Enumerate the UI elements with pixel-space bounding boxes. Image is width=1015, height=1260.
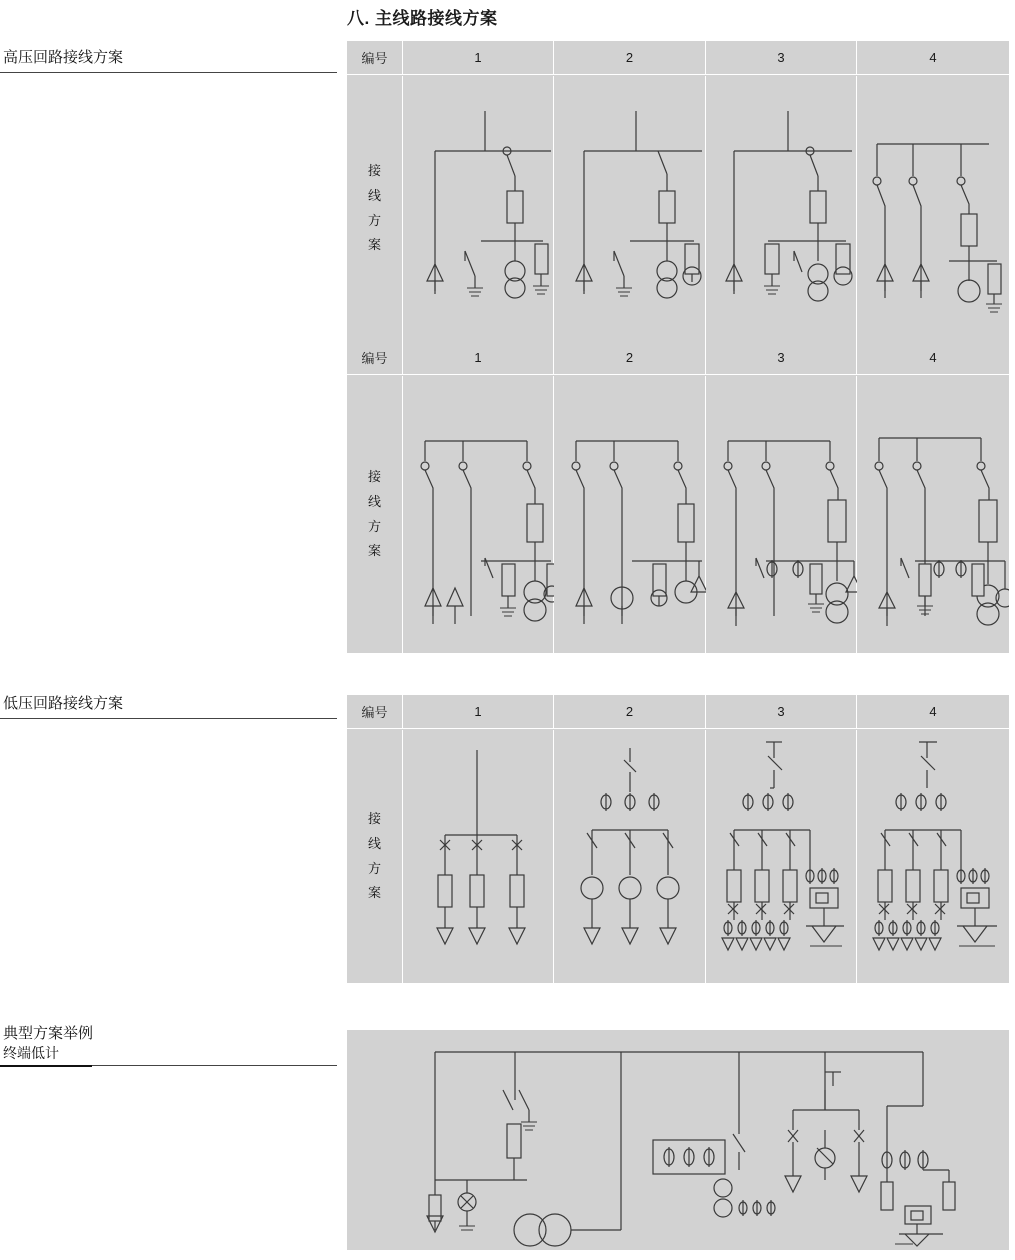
row-label-cell [347, 730, 403, 983]
row-label-char-0: 接 [367, 163, 381, 179]
section-label-example-sub: 终端低计 [3, 1047, 59, 1062]
row-label-char-2: 方 [367, 212, 381, 228]
section-label-hv: 高压回路接线方案 [3, 50, 124, 66]
header-cell-2: 2 [554, 695, 706, 728]
scheme-cell-3 [706, 376, 857, 653]
row-label-char-1: 线 [367, 835, 381, 851]
table-header-row [347, 341, 1009, 375]
header-cell-label: 编号 [347, 341, 403, 374]
header-cell-3: 3 [706, 341, 857, 374]
header-cell-2: 2 [554, 341, 706, 374]
row-label-vertical [347, 730, 402, 983]
scheme-cell-4 [857, 730, 1009, 983]
diagram-hv-lower-2 [554, 376, 706, 653]
section-rule-example-thick [0, 1065, 92, 1067]
header-cell-1: 1 [403, 695, 554, 728]
row-label-vertical [347, 376, 402, 653]
diagram-hv-upper-2 [554, 76, 706, 341]
diagram-hv-lower-1 [403, 376, 554, 653]
scheme-cell-1 [403, 376, 554, 653]
row-label-char-3: 案 [367, 885, 381, 901]
scheme-cell-2 [554, 76, 706, 341]
table-hv-lower [347, 341, 1009, 653]
header-cell-4: 4 [857, 341, 1009, 374]
row-label-char-1: 线 [367, 493, 381, 509]
diagram-lv-2 [554, 730, 706, 983]
header-cell-4: 4 [857, 695, 1009, 728]
row-label-char-0: 接 [367, 469, 381, 485]
diagram-hv-upper-3 [706, 76, 857, 341]
header-cell-4: 4 [857, 41, 1009, 74]
scheme-cell-4 [857, 376, 1009, 653]
row-label-char-2: 方 [367, 860, 381, 876]
row-label-char-3: 案 [367, 237, 381, 253]
section-rule-hv [0, 72, 337, 73]
example-diagram-panel [347, 1030, 1009, 1250]
table-header-row [347, 695, 1009, 729]
diagram-hv-lower-3 [706, 376, 857, 653]
diagram-typical-example [347, 1030, 1009, 1250]
scheme-cell-3 [706, 730, 857, 983]
header-cell-2: 2 [554, 41, 706, 74]
header-cell-label: 编号 [347, 695, 403, 728]
row-label-char-0: 接 [367, 811, 381, 827]
diagram-lv-4 [857, 730, 1009, 983]
scheme-cell-2 [554, 376, 706, 653]
header-cell-1: 1 [403, 41, 554, 74]
row-label-char-3: 案 [367, 543, 381, 559]
diagram-hv-upper-1 [403, 76, 554, 341]
scheme-cell-1 [403, 730, 554, 983]
section-rule-lv [0, 718, 337, 719]
diagram-hv-upper-4 [857, 76, 1009, 341]
row-label-cell [347, 376, 403, 653]
diagram-lv-1 [403, 730, 554, 983]
row-label-vertical [347, 76, 402, 341]
header-cell-3: 3 [706, 41, 857, 74]
row-label-cell [347, 76, 403, 341]
section-label-example: 典型方案举例 [3, 1026, 94, 1042]
scheme-cell-4 [857, 76, 1009, 341]
page-title: 八. 主线路接线方案 [347, 9, 498, 28]
scheme-cell-1 [403, 76, 554, 341]
diagram-lv-3 [706, 730, 857, 983]
table-header-row [347, 41, 1009, 75]
row-label-char-1: 线 [367, 187, 381, 203]
section-label-lv: 低压回路接线方案 [3, 696, 124, 712]
section-rule-example [92, 1065, 337, 1066]
diagram-hv-lower-4 [857, 376, 1009, 653]
table-body-row [347, 730, 1009, 983]
row-label-char-2: 方 [367, 518, 381, 534]
header-cell-1: 1 [403, 341, 554, 374]
table-body-row [347, 376, 1009, 653]
header-cell-label: 编号 [347, 41, 403, 74]
header-cell-3: 3 [706, 695, 857, 728]
table-lv [347, 695, 1009, 983]
scheme-cell-2 [554, 730, 706, 983]
scheme-cell-3 [706, 76, 857, 341]
table-hv-upper [347, 41, 1009, 341]
table-body-row [347, 76, 1009, 341]
